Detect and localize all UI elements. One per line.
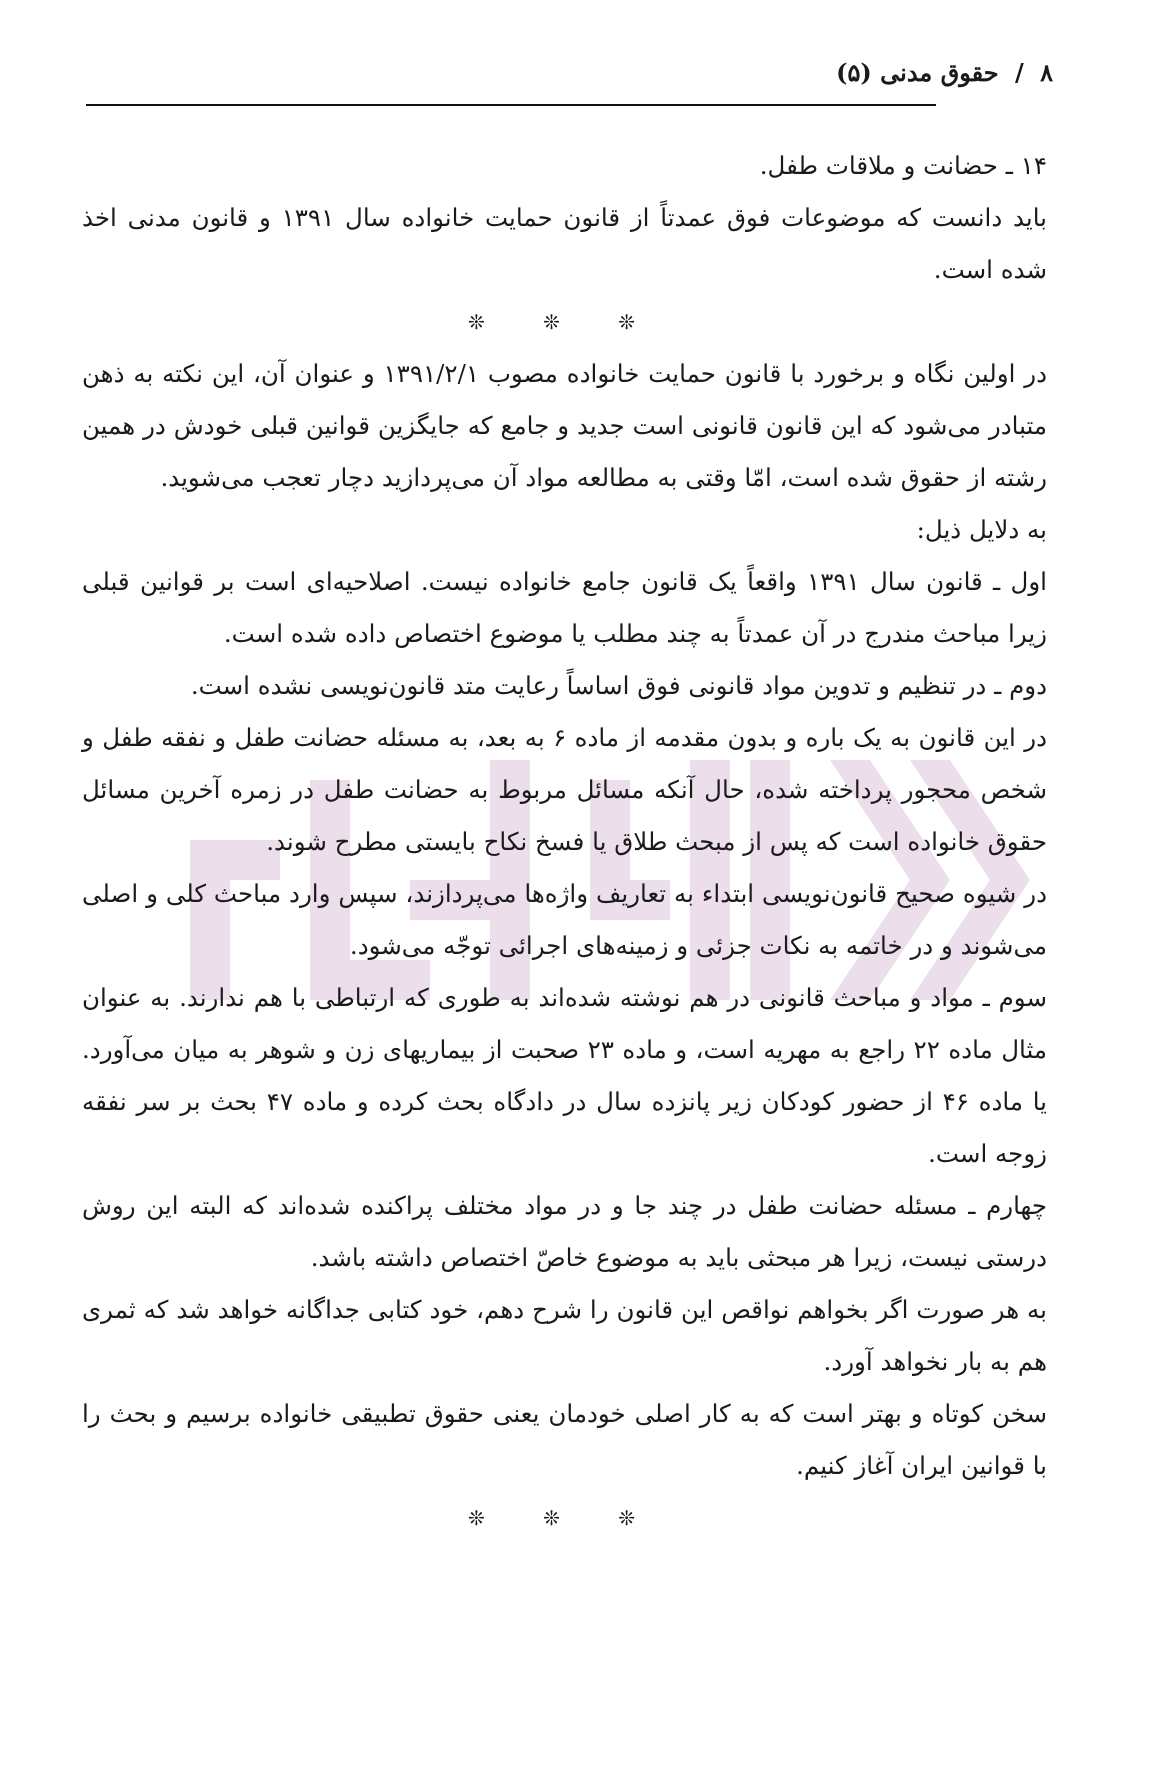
header-rule <box>86 104 936 106</box>
paragraph-reason-3: سوم ـ مواد و مباحث قانونی در هم نوشته شده‌اند به طوری که ارتباطی با هم ندارند. به عنوان مثال ماده ۲۲ راجع به مهریه است، و ماده ۲۳ صحبت از بیماریهای زن و شوهر به میان می‌آورد. یا ماده ۴۶ از حضور کودکان زیر پانزده سال در دادگاه بحث کرده و ماده ۴۷ بحث بر سر نفقه زوجه است. <box>82 983 1048 1168</box>
section-separator: ❊ ❊ ❊ <box>468 1506 661 1530</box>
paragraph: در اولین نگاه و برخورد با قانون حمایت خانواده مصوب ۱۳۹۱/۲/۱ و عنوان آن، این نکته به ذهن متبادر می‌شود که این قانون قانونی است جدید و جامع که جایگزین قوانین قبلی خودش در همین رشته از حقوق شده است، امّا وقتی به مطالعه مواد آن می‌پردازید دچار تعجب می‌شوید. <box>82 359 1047 492</box>
section-separator: ❊ ❊ ❊ <box>468 310 661 334</box>
paragraph-reason-2: دوم ـ در تنظیم و تدوین مواد قانونی فوق اساساً رعایت متد قانون‌نویسی نشده است. <box>190 671 1047 700</box>
paragraph-reason-1: اول ـ قانون سال ۱۳۹۱ واقعاً یک قانون جامع خانواده نیست. اصلاحیه‌ای است بر قوانین قبلی زیرا مباحث مندرج در آن عمدتاً به چند مطلب یا موضوع اختصاص داده شده است. <box>82 567 1047 648</box>
paragraph: سخن کوتاه و بهتر است که به کار اصلی خودمان یعنی حقوق تطبیقی خانواده برسیم و بحث را با قوانین ایران آغاز کنیم. <box>82 1399 1047 1480</box>
paragraph: به هر صورت اگر بخواهم نواقص این قانون را شرح دهم، خود کتابی جداگانه خواهد شد که ثمری هم به بار نخواهد آورد. <box>82 1295 1047 1376</box>
paragraph: به دلایل ذیل: <box>916 515 1047 544</box>
paragraph: در این قانون به یک باره و بدون مقدمه از ماده ۶ به بعد، به مسئله حضانت طفل و نفقه طفل و شخص محجور پرداخته شده، حال آنکه مسائل مربوط به حضانت طفل در زمره آخرین مسائل حقوق خانواده است که پس از مبحث طلاق یا فسخ نکاح بایستی مطرح شوند. <box>82 723 1047 856</box>
paragraph: در شیوه صحیح قانون‌نویسی ابتداء به تعاریف واژه‌ها می‌پردازند، سپس وارد مباحث کلی و اصلی می‌شوند و در خاتمه به نکات جزئی و زمینه‌های اجرائی توجّه می‌شود. <box>82 879 1047 960</box>
list-item-14: ۱۴ ـ حضانت و ملاقات طفل. <box>759 151 1047 180</box>
intro-paragraph: باید دانست که موضوعات فوق عمدتاً از قانون حمایت خانواده سال ۱۳۹۱ و قانون مدنی اخذ شده است. <box>82 203 1048 284</box>
header-separator: / <box>1014 58 1024 87</box>
page-number: ۸ <box>1040 58 1053 87</box>
paragraph-reason-4: چهارم ـ مسئله حضانت طفل در چند جا و در مواد مختلف پراکنده شده‌اند که البته این روش درستی نیست، زیرا هر مبحثی باید به موضوع خاصّ اختصاص داشته باشد. <box>82 1191 1047 1272</box>
book-title: حقوق مدنی (۵) <box>836 58 999 87</box>
running-header <box>836 58 1053 87</box>
page-body <box>82 140 1047 1544</box>
